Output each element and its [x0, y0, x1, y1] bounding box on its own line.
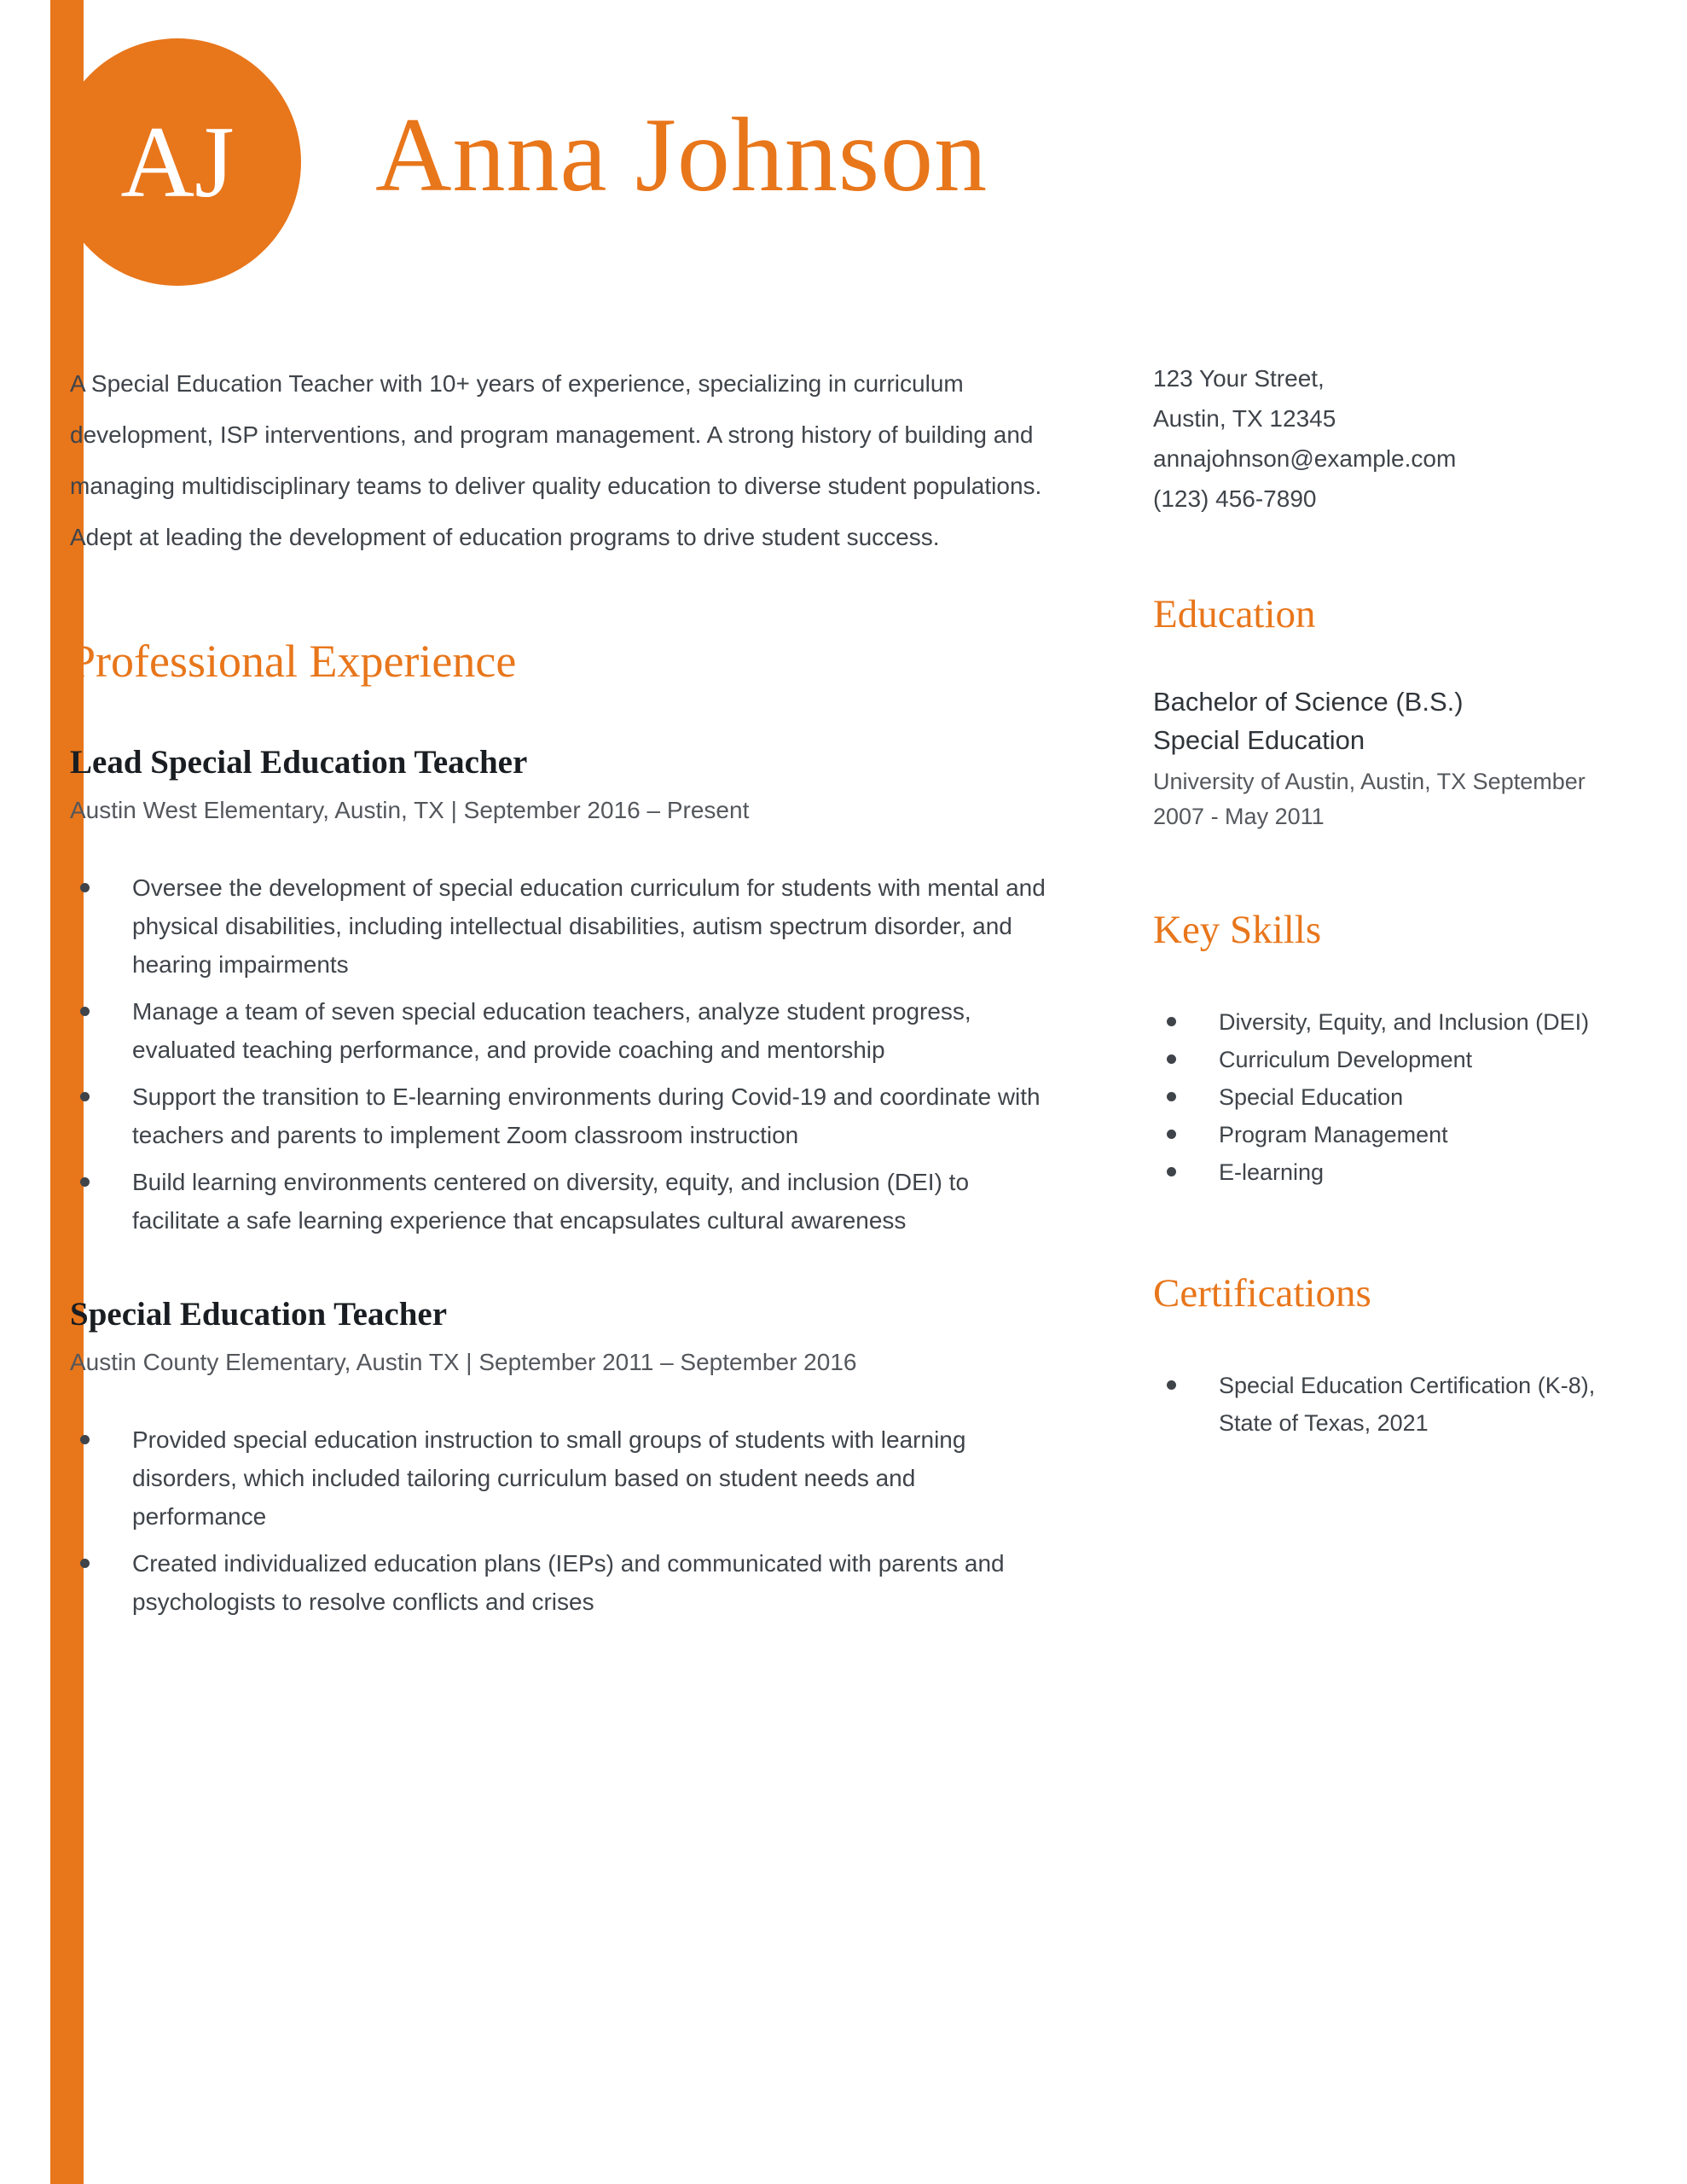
education-details: University of Austin, Austin, TX September 2007 - May 2011 — [1153, 769, 1586, 829]
section-title-education: Education — [1153, 592, 1316, 636]
page-title: Anna Johnson — [375, 96, 988, 213]
job-entry — [70, 1294, 1052, 1621]
bullet-item: Manage a team of seven special education teachers, analyze student progress, evaluated teaching performance, and provide coaching and mentorship — [70, 992, 1052, 1069]
skill-item: Program Management — [1153, 1116, 1629, 1153]
degree-major: Special Education — [1153, 725, 1365, 755]
content-columns — [70, 358, 1629, 1629]
degree-name: Bachelor of Science (B.S.) — [1153, 687, 1464, 717]
contact-phone: (123) 456-7890 — [1153, 485, 1317, 512]
section-title-certifications: Certifications — [1153, 1271, 1371, 1316]
skills-list — [1153, 1003, 1629, 1191]
skill-item: Special Education — [1153, 1078, 1629, 1116]
certification-item: Special Education Certification (K-8), State of Texas, 2021 — [1153, 1367, 1629, 1442]
avatar-initials: AJ — [120, 105, 235, 218]
certifications-list — [1153, 1367, 1629, 1442]
degree-block — [1153, 682, 1629, 759]
contact-address-line2: Austin, TX 12345 — [1153, 405, 1336, 432]
job-meta: Austin County Elementary, Austin TX | September 2011 – September 2016 — [70, 1349, 857, 1375]
bullet-item: Oversee the development of special education curriculum for students with mental and physical disabilities, including intellectual disabilities, autism spectrum disorder, and hearing impairments — [70, 868, 1052, 984]
section-title-experience: Professional Experience — [70, 636, 517, 687]
job-bullet-list — [70, 1420, 1052, 1621]
side-column — [1153, 358, 1629, 1629]
bullet-item: Created individualized education plans (IEPs) and communicated with parents and psychologists to resolve conflicts and crises — [70, 1544, 1052, 1621]
bullet-item: Support the transition to E-learning environments during Covid-19 and coordinate with teachers and parents to implement Zoom classroom instruction — [70, 1077, 1052, 1154]
section-title-key-skills: Key Skills — [1153, 908, 1322, 952]
contact-address-line1: 123 Your Street, — [1153, 365, 1325, 392]
avatar — [54, 38, 301, 286]
main-column — [70, 358, 1052, 1629]
bullet-item: Provided special education instruction to small groups of students with learning disorders, which included tailoring curriculum based on student needs and performance — [70, 1420, 1052, 1536]
job-bullet-list — [70, 868, 1052, 1240]
contact-email: annajohnson@example.com — [1153, 445, 1457, 472]
contact-block — [1153, 358, 1629, 519]
summary-text: A Special Education Teacher with 10+ years of experience, specializing in curriculum development, ISP interventions, and program management. A strong history of building and managing multidisciplinary teams to deliver quality education to diverse student populations. Adept at leading the development of education programs to drive student success. — [70, 370, 1042, 550]
skill-item: Diversity, Equity, and Inclusion (DEI) — [1153, 1003, 1629, 1041]
job-title: Lead Special Education Teacher — [70, 744, 528, 781]
job-meta: Austin West Elementary, Austin, TX | September 2016 – Present — [70, 797, 750, 823]
job-entry — [70, 742, 1052, 1240]
skill-item: E-learning — [1153, 1153, 1629, 1191]
skill-item: Curriculum Development — [1153, 1041, 1629, 1078]
job-title: Special Education Teacher — [70, 1296, 448, 1333]
bullet-item: Build learning environments centered on diversity, equity, and inclusion (DEI) to facilitate a safe learning experience that encapsulates cultural awareness — [70, 1163, 1052, 1240]
